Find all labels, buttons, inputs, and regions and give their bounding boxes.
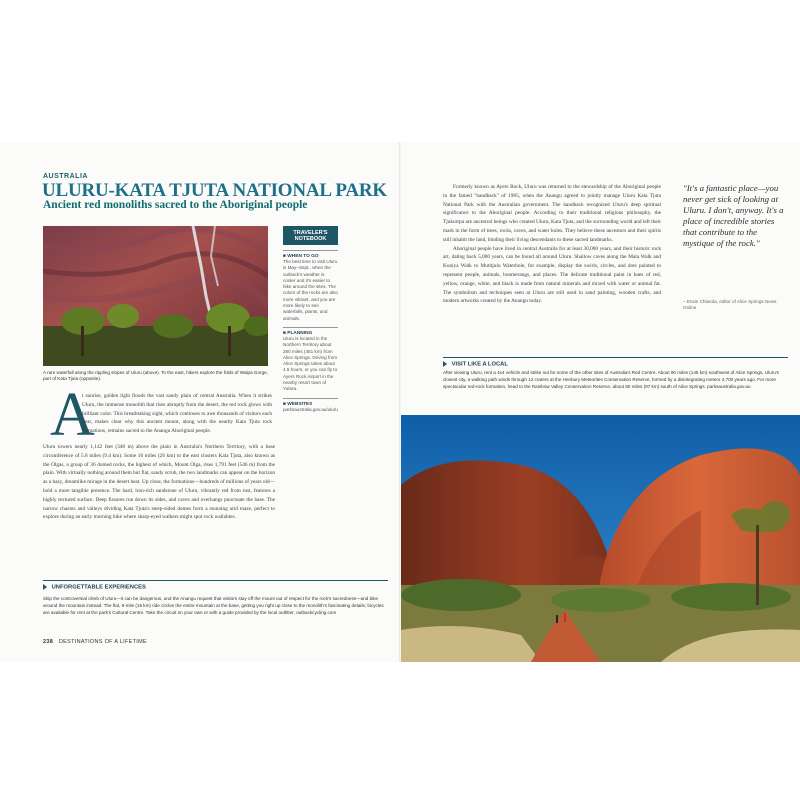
visit-like-a-local-heading: VISIT LIKE A LOCAL <box>443 357 788 368</box>
quote-source: – Erwin Chlanda, editor of Alice Springs News Online <box>683 299 777 310</box>
chevron-right-icon <box>443 361 447 367</box>
unforgettable-experiences-box <box>43 580 388 616</box>
bullet-icon: ■ <box>283 330 286 336</box>
notebook-planning-heading: ■ PLANNING <box>283 327 338 336</box>
book-title: DESTINATIONS OF A LIFETIME <box>58 639 147 645</box>
notebook-when-text: The best time to visit Uluru is May–Sept., when the outback's weather is cooler and it's easier to hike around the sites. The colors of the rocks are also more vibrant, and you are more likely to see waterfalls, plants, and animals. <box>283 259 338 321</box>
travelers-notebook <box>283 226 338 413</box>
bullet-icon: ■ <box>283 401 286 407</box>
notebook-heading-line1: TRAVELER'S <box>293 230 328 236</box>
chevron-right-icon <box>43 584 47 590</box>
drop-cap: A <box>50 381 95 449</box>
page-title: ULURU-KATA TJUTA NATIONAL PARK <box>42 180 388 201</box>
page-folio <box>43 639 147 645</box>
body-paragraph-2: Uluru towers nearly 1,142 feet (348 m) above the plain in Australia's Northern Territory, with a base circumference of 5.8 miles (9.4 km). Some 16 miles (26 km) to the east clusters Kata Tjuta, also known as the Olgas, a group of 36 domed rocks, the highest of which, Mount Olga, rises 1,791 feet (546 m) from the plain. With virtually nothing around them but flat, sandy scrub, the two landmarks can appear on the horizon as a hazy, dreamlike mirage in the desert heat. Up close, the formations—hundreds of millions of years old—hold a more tangible presence. The hard, iron-rich sandstone of Uluru, vibrantly red from rust, features a highly textured surface. Deep fissures run down its sides, and caves and overhangs punctuate the base. The narrow chasms and valleys dividing Kata Tjuta's steep-sided domes form a stunning arid maze, perfect to explore during an early morning hike where sharp-eyed walkers might spot rock wallabies. <box>43 444 275 521</box>
notebook-when-section <box>283 250 338 322</box>
right-body <box>443 183 661 306</box>
visit-like-a-local-text: After viewing Uluru, rent a 4x4 vehicle and strike out for some of the other sites of Australia's Red Centre. About 90 miles (145 km) southwest of Alice Springs, Uluru's closest city, a walking path winds through 12 craters at the Henbury Meteorites Conservation Reserve, formed by a disintegrating meteor 4,700 years ago. For more spectacular red-rock formation, head to the Rainbow Valley Conservation Reserve, about 60 miles (97 km) south of Alice Springs. parksaustralia.gov.au <box>443 370 779 390</box>
bullet-icon: ■ <box>283 254 286 259</box>
notebook-heading-line2: NOTEBOOK <box>294 236 327 242</box>
unforgettable-text: Skip the controversial climb of Uluru—it can be dangerous, and the Anangu request that visitors stay off the mount out of respect for the rock's sacredness—and bike around the mountain instead. The flat, 9-mile (15 km) ride circles the entire mountain at the base, getting you right up close to the monolith's fascinating details; bicycles are available for rent at the park's Cultural Centre. Take the circuit on your own or with a guide provided by the local outfitter, outbackcycling.com <box>43 595 384 615</box>
unforgettable-heading: UNFORGETTABLE EXPERIENCES <box>43 580 388 591</box>
waterfall-photo <box>43 226 268 366</box>
region-kicker: AUSTRALIA <box>43 173 88 180</box>
notebook-heading <box>283 226 338 245</box>
notebook-websites-link[interactable]: parksaustralia.gov.au/uluru <box>283 406 338 412</box>
notebook-when-heading: ■ WHEN TO GO <box>283 250 338 259</box>
pull-quote: "It's a fantastic place—you never get sick of looking at Uluru. I don't, anyway. It's a place of incredible stories that contribute to the mystique of the rock." <box>683 183 784 248</box>
notebook-websites-heading: ■ WEBSITES <box>283 398 338 407</box>
right-paragraph-1: Formerly known as Ayers Rock, Uluru was returned to the stewardship of the Aboriginal people in the famed "handback" of 1985, when the Anangu agreed to jointly manage Uluru Kata Tjuta National Park with the Australian government. The handback recognized Uluru's deep spiritual significance to the Aboriginal people. According to their traditional religious philosophy, the Tjukurrpa are ancestral beings who created Uluru, Kata Tjuta, and the surrounding world and left their mark in the form of trees, rocks, caves, and water holes. They believe these ancestors and their spirits still inhabit the land, binding their living descendants to these sacred landmarks. <box>443 184 661 243</box>
notebook-planning-section <box>283 327 338 393</box>
kata-tjuta-photo <box>401 415 800 662</box>
page-number: 238 <box>43 639 54 645</box>
page-subtitle: Ancient red monoliths sacred to the Aboriginal people <box>43 199 308 211</box>
notebook-planning-text: Uluru is located in the Northern Territory about 280 miles (451 km) from Alice Springs. Driving from Alice Springs takes about 4.5 hours, or you can fly to Ayers Rock Airport in the nearby resort town of Yulara. <box>283 335 338 392</box>
notebook-websites-section <box>283 398 338 413</box>
body-paragraph-1: t sunrise, golden light floods the vast sandy plain of central Australia. When it strikes Uluru, the immense monolith that rises abruptly from the desert, the red rock glows with brilliant color. This breathtaking sight, which continues to awe thousands of visitors each year, makes clear why this ancient mount, along with the nearby Kata Tjuta rock formations, remains sacred to the Anangu Aboriginal people. <box>82 393 272 435</box>
right-paragraph-2: Aboriginal people have lived in central Australia for at least 30,000 years, and their historic rock art, dating back 5,000 years, can be found all around Uluru. Shallow caves along the Mala Walk and Kuniya Walk to Mutitjulu Waterhole, for example, display the swirls, circles, and dots painted to represent people, animals, boomerangs, and places. The delicate traditional paint in hues of red, yellow, orange, white, and black is made from natural minerals and mixed with water or animal fat. The symbolism and techniques seen at Uluru are still used in sand painting, wooden crafts, and modern artworks created by the Anangu today. <box>443 245 661 305</box>
photo-caption: A rare waterfall along the rippling slopes of Uluru (above). To the east, hikers explore the folds of Walpa Gorge, part of Kata Tjuta (opposite). <box>43 370 268 381</box>
